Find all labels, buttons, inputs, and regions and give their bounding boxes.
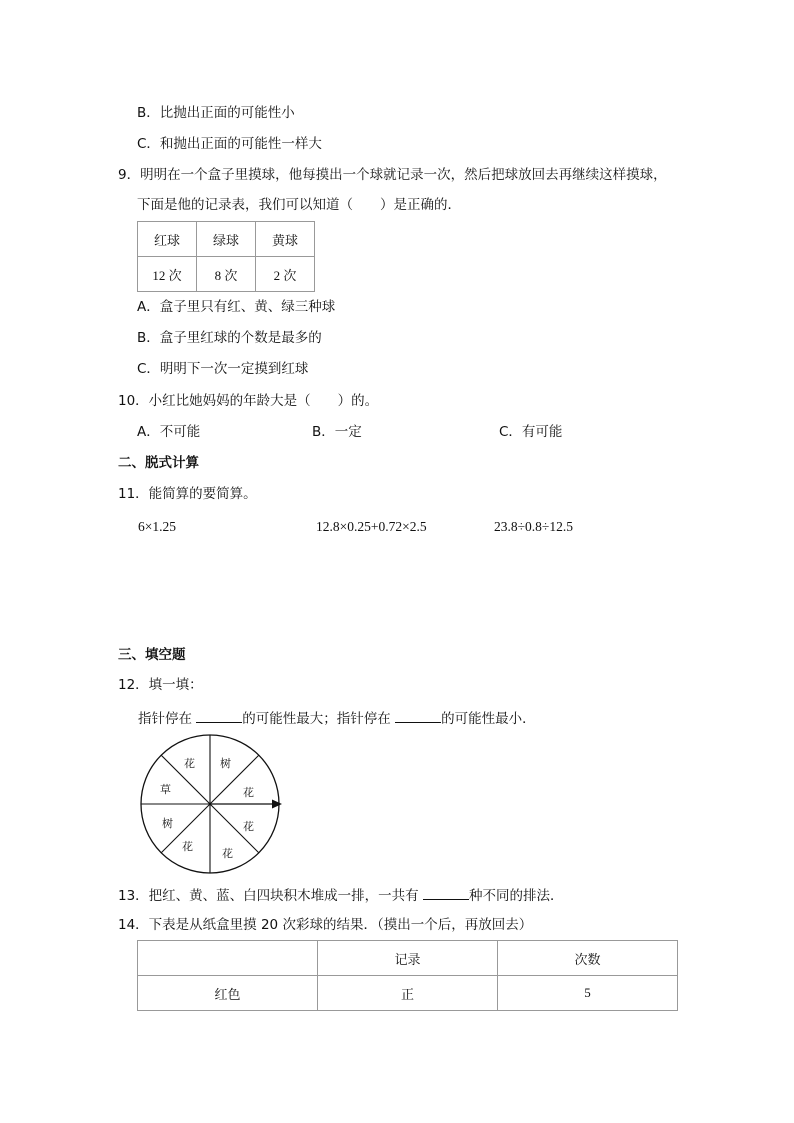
- section2-title: 二、脱式计算: [118, 455, 199, 471]
- q9-option-a: A．盒子里只有红、黄、绿三种球: [137, 299, 336, 315]
- q10-option-b: B．一定: [312, 424, 362, 440]
- section3-title: 三、填空题: [118, 647, 186, 663]
- sector-label: 花: [243, 820, 254, 833]
- table-cell: 红色: [138, 976, 318, 1011]
- q12-answer-blank-1[interactable]: [196, 708, 242, 723]
- q8-option-b: B．比抛出正面的可能性小: [137, 105, 295, 121]
- q9-stem-line2: 下面是他的记录表，我们可以知道（ ）是正确的．: [137, 197, 461, 213]
- table-header-cell: 记录: [318, 941, 498, 976]
- q11-stem: 11．能简算的要简算。: [118, 486, 257, 502]
- q14-result-table: [137, 940, 678, 1011]
- sector-label: 草: [160, 783, 171, 796]
- sector-label: 花: [184, 757, 195, 770]
- spinner-wheel: [136, 733, 286, 877]
- table-row: [138, 941, 678, 976]
- q12-stem: 12．填一填：: [118, 677, 203, 693]
- q13-text-1: 13．把红、黄、蓝、白四块积木堆成一排，一共有: [118, 888, 419, 904]
- table-header-cell: 红球: [138, 222, 197, 257]
- q13-answer-blank[interactable]: [423, 885, 469, 900]
- q10-stem: 10．小红比她妈妈的年龄大是（ ）的。: [118, 393, 379, 409]
- table-cell: 12 次: [138, 257, 197, 292]
- q9-stem-line1: 9．明明在一个盒子里摸球，他每摸出一个球就记录一次，然后把球放回去再继续这样摸球，: [118, 167, 667, 183]
- q14-stem: 14．下表是从纸盒里摸 20 次彩球的结果．（摸出一个后，再放回去）: [118, 917, 533, 933]
- q12-text-1: 指针停在: [138, 711, 192, 727]
- sector-label: 树: [220, 757, 231, 770]
- q9-option-b: B．盒子里红球的个数是最多的: [137, 330, 322, 346]
- table-header-cell: 黄球: [256, 222, 315, 257]
- q11-expression-2: 12.8×0.25+0.72×2.5: [316, 519, 427, 534]
- table-row: [138, 976, 678, 1011]
- q8-option-c: C．和抛出正面的可能性一样大: [137, 136, 322, 152]
- q13-text-2: 种不同的排法．: [468, 888, 564, 904]
- q10-option-a: A．不可能: [137, 424, 201, 440]
- sector-label: 花: [243, 786, 254, 799]
- q13-fill-sentence: [118, 885, 563, 905]
- q10-option-c: C．有可能: [499, 424, 563, 440]
- sector-label: 花: [222, 847, 233, 860]
- q9-option-c: C．明明下一次一定摸到红球: [137, 361, 309, 377]
- q12-fill-sentence: [138, 708, 536, 728]
- table-cell: 正: [318, 976, 498, 1011]
- sector-label: 树: [162, 817, 173, 830]
- table-row: [138, 257, 315, 292]
- q12-answer-blank-2[interactable]: [395, 708, 441, 723]
- q12-text-3: 的可能性最小．: [441, 711, 536, 727]
- table-cell: 2 次: [256, 257, 315, 292]
- q9-record-table: [137, 221, 315, 292]
- table-row: [138, 222, 315, 257]
- table-header-cell: 次数: [498, 941, 678, 976]
- q12-text-2: 的可能性最大；指针停在: [242, 711, 391, 727]
- sector-label: 花: [182, 840, 193, 853]
- table-cell: 5: [498, 976, 678, 1011]
- q11-expression-1: 6×1.25: [138, 519, 176, 534]
- q11-expression-3: 23.8÷0.8÷12.5: [494, 519, 573, 534]
- table-header-cell: 绿球: [197, 222, 256, 257]
- table-cell: 8 次: [197, 257, 256, 292]
- table-header-cell: [138, 941, 318, 976]
